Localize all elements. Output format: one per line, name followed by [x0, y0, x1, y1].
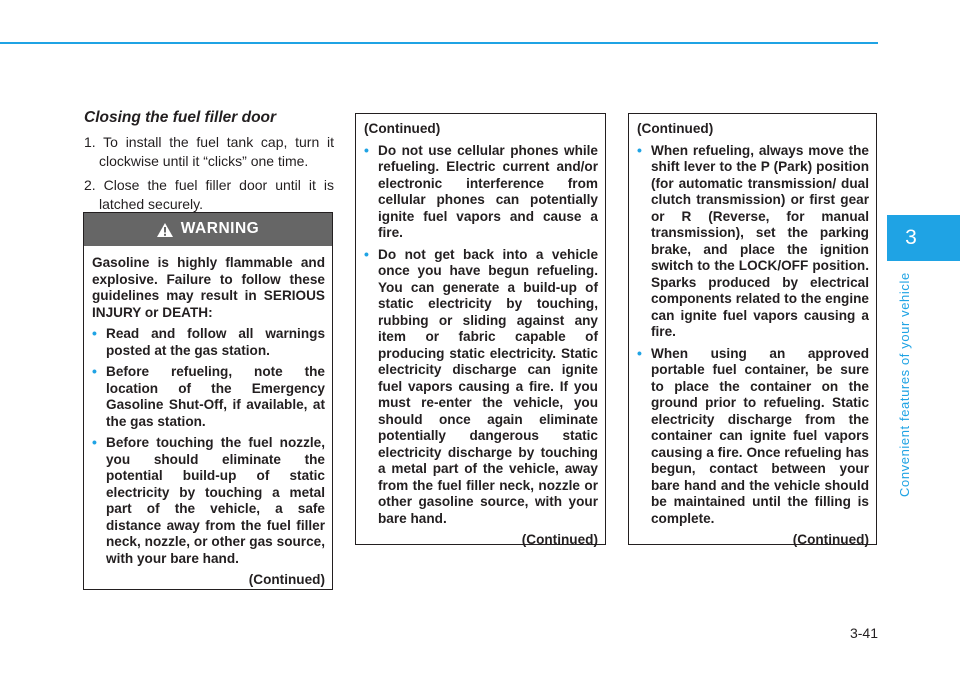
bullet-icon: • [637, 344, 642, 361]
warning-box-continued [628, 113, 877, 545]
step-item: 1. To install the fuel tank cap, turn it clockwise until it “clicks” one time. [84, 134, 334, 169]
warning-bullet: • Do not use cellular phones while refueling. Electric current and/or electronic interference from cellular phones can potentially ignite fuel vapors and cause a fire. [364, 141, 598, 240]
continued-label: (Continued) [792, 532, 869, 547]
bullet-icon: • [92, 363, 97, 379]
warning-bullet: • When refueling, always move the shift lever to the P (Park) position (for automatic transmission/ dual clutch transmission) or first gear or R (Reverse, for manual transmission), set the parking brake, and place the ignition switch to the LOCK/OFF position. Sparks produced by electrical components related to the engine can ignite fuel vapors causing a fire. [637, 141, 869, 339]
bullet-icon: • [364, 141, 369, 158]
warning-list [92, 326, 325, 567]
section-number: 3 [905, 226, 917, 249]
bullet-icon: • [637, 141, 642, 158]
warning-bullet: • Before refueling, note the location of the Emergency Gasoline Shut-Off, if available, at the gas station. [92, 363, 325, 429]
bullet-icon: • [92, 434, 97, 450]
warning-bullet: • When using an approved portable fuel container, be sure to place the container on the ground prior to refueling. Static electricity discharge from the container can ignite fuel vapors causing a fire. Once refueling has begun, contact between your bare hand and the vehicle should be maintained until the filling is complete. [637, 344, 869, 526]
header-rule [0, 42, 878, 44]
warning-list [364, 143, 598, 528]
section-title: Convenient features of your vehicle [897, 272, 912, 497]
continued-header: (Continued) [364, 121, 441, 136]
continued-header: (Continued) [637, 121, 714, 136]
warning-intro: Gasoline is highly flammable and explosive. Failure to follow these guidelines may result in SERIOUS INJURY or DEATH: [92, 255, 325, 320]
bullet-icon: • [92, 325, 97, 341]
instruction-steps [84, 133, 334, 219]
warning-bullet: • Before touching the fuel nozzle, you should eliminate the potential build-up of static electricity by touching a metal part of the vehicle, a safe distance away from the fuel filler neck, nozzle, or other gas source, with your bare hand. [92, 434, 325, 566]
warning-triangle-icon [157, 223, 173, 237]
warning-bullet: • Do not get back into a vehicle once you have begun refueling. You can generate a build-up of static electricity by touching, rubbing or sliding against any item or fabric capable of producing static electricity. Static electricity discharge can ignite fuel vapors causing a fire. If you must re-enter the vehicle, you should once again eliminate potentially dangerous static electricity discharge by touching a metal part of the vehicle, away from the fuel filler neck, nozzle or other gasoline source, with your bare hand. [364, 245, 598, 526]
warning-header [84, 213, 332, 246]
warning-title: WARNING [180, 220, 260, 238]
bullet-icon: • [364, 245, 369, 262]
warning-box-continued [355, 113, 606, 545]
step-item: 2. Close the fuel filler door until it is latched securely. [84, 177, 334, 212]
warning-box [83, 212, 333, 590]
continued-label: (Continued) [521, 532, 598, 547]
section-heading: Closing the fuel filler door [84, 109, 277, 126]
page-number: 3-41 [849, 625, 878, 641]
warning-bullet: • Read and follow all warnings posted at the gas station. [92, 325, 325, 358]
warning-list [637, 143, 869, 528]
continued-label: (Continued) [248, 572, 325, 587]
